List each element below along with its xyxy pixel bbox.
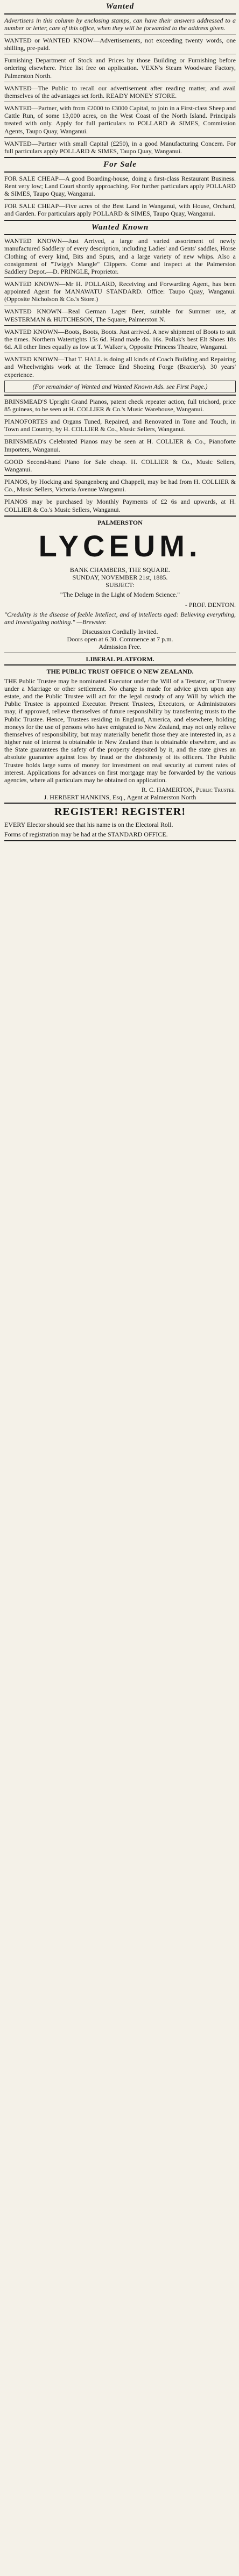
section-heading-wanted-known: Wanted Known bbox=[91, 223, 149, 232]
trust-title: THE PUBLIC TRUST OFFICE O NEW ZEALAND. bbox=[46, 667, 194, 675]
lyceum-discussion: Discussion Cordially Invited. bbox=[82, 628, 158, 636]
divider bbox=[4, 495, 236, 496]
ad-t-hall: WANTED KNOWN—That T. HALL is doing all kinds of Coach Building and Repairing and Wheelwrights work at the Terrace End Shoeing Forge (Braxier's). 30 years' experience. bbox=[4, 355, 236, 378]
divider bbox=[4, 137, 236, 138]
register-forms: Forms of registration may be had at the STANDARD OFFICE. bbox=[4, 831, 168, 839]
ad-wanted-know: WANTED or WANTED KNOW—Advertisements, not exceeding twenty words, one shilling, pre-paid. bbox=[4, 37, 236, 52]
lyceum-quote: "Credulity is the disease of feeble Intellect, and of intellects aged: Believing everything, and Investigating nothing." —Brewster. bbox=[4, 610, 236, 626]
ad-saddlery: WANTED KNOWN—Just Arrived, a large and varied assortment of newly manufactured Saddlery of every description, including Ladies' and Gents' saddles, Horse Clothing of every kind, Bits and Spurs, and a large variety of new whips. Also a consignment of "Twigg's Mangle" Clippers. Come and inspect at the Palmerston Saddlery Depot.—D. PRINGLE, Proprietor. bbox=[4, 237, 236, 275]
lyceum-doors: Doors open at 6.30. Commence at 7 p.m. bbox=[67, 635, 173, 643]
divider bbox=[4, 415, 236, 416]
ad-pianos-monthly: PIANOS may be purchased by Monthly Payments of £2 6s and upwards, at H. COLLIER & Co.'s Music Sellers, Wanganui. bbox=[4, 498, 236, 513]
ad-german-lager: WANTED KNOWN—Real German Lager Beer, suitable for Summer use, at WESTERMAN & HUTCHESON, The Square, Palmerston N. bbox=[4, 307, 236, 323]
section-heading-for-sale: For Sale bbox=[103, 160, 137, 169]
divider bbox=[4, 13, 236, 15]
notice-rates: Advertisers in this column by enclosing stamps, can have their answers addressed to a number or letter, care of this office, when they will be forwarded to the address given. bbox=[4, 16, 236, 32]
ad-furnishing: Furnishing Department of Stock and Prices by those Building or Furnishing before ordering elsewhere. Price list free on application. VEXN's Steam Woodware Factory, Palmerston North. bbox=[4, 56, 236, 80]
register-body: EVERY Elector should see that his name is on the Electoral Roll. bbox=[4, 820, 173, 828]
lyceum-subject: "The Deluge in the Light of Modern Science." bbox=[60, 591, 180, 599]
ad-pianofortes-tuned: PIANOFORTES and Organs Tuned, Repaired, and Renovated in Tone and Touch, in Town and Country, by H. COLLIER & Co., Music Sellers, Wanganui. bbox=[4, 418, 236, 433]
divider bbox=[4, 803, 236, 804]
ad-remainder-note: (For remainder of Wanted and Wanted Known Ads. see First Page.) bbox=[4, 381, 236, 392]
divider bbox=[4, 157, 236, 158]
divider bbox=[4, 516, 236, 517]
ad-brinsmead-upright: BRINSMEAD'S Upright Grand Pianos, patent check repeater action, full trichord, price 85 guineas, to be seen at H. COLLIER & Co.'s Music Warehouse, Wanganui. bbox=[4, 397, 236, 413]
lyceum-subject-label: SUBJECT: bbox=[106, 581, 135, 589]
lyceum-platform: LIBERAL PLATFORM. bbox=[86, 655, 154, 663]
trust-agent: J. HERBERT HANKINS, Esq., Agent at Palmerston North bbox=[44, 793, 196, 802]
ad-secondhand-piano: GOOD Second-hand Piano for Sale cheap. H. COLLIER & Co., Music Sellers, Wanganui. bbox=[4, 457, 236, 473]
register-title: REGISTER! REGISTER! bbox=[54, 806, 186, 818]
newspaper-page bbox=[0, 0, 239, 841]
divider bbox=[4, 455, 236, 456]
ad-public-recall: WANTED—The Public to recall our advertisement after reading matter, and avail themselves of the advantages set forth. READY MONEY STORE. bbox=[4, 84, 236, 99]
divider bbox=[4, 171, 236, 173]
ad-for-sale-land: FOR SALE CHEAP—Five acres of the Best Land in Wanganui, with House, Orchard, and Garden. For particulars apply POLLARD & SIMES, Taupo Quay, Wanganui. bbox=[4, 202, 236, 218]
ad-brinsmead-celebrated: BRINSMEAD's Celebrated Pianos may be seen at H. COLLIER & Co., Pianoforte Importers, Wanganui. bbox=[4, 438, 236, 453]
ad-partner: WANTED—Partner, with from £2000 to £3000 Capital, to join in a First-class Sheep and Cattle Run, of some 13,000 acres, on the West Coast of the North Island. Principals treated with only. Apply for full particulars to POLLARD & SIMES, Commission Agents, Taupo Quay, Wanganui. bbox=[4, 104, 236, 135]
lyceum-date: SUNDAY, NOVEMBER 21st, 1885. bbox=[72, 574, 168, 582]
divider bbox=[4, 277, 236, 278]
trust-body: THE Public Trustee may be nominated Executor under the Will of a Testator, or Trustee under a Marriage or other settlement. No charge is made for advice given upon any estate, and the Public Trustee will act for the legal custody of any Will by which the Public Trustee is appointed Executor. Present Trustees, Executors, or Administrators may, if approved, relieve themselves of future responsibility by transferring trusts to the Public Trustee. Hence, Trustees residing in England, America, and elsewhere, holding moneys for the use of persons who have emigrated to New Zealand, may not only relieve themselves of responsibility, but may materially benefit those they are interested in, as a higher rate of interest is obtainable in New Zealand than is obtainable elsewhere, and as the State guarantees the safety of the property deposited by it, and the state gives an absolute guarantee against loss by fraud or the dishonesty of its officers. The Public Trustee holds large sums of money for investment on real security at current rates of interest. Applications for advances on first mortgage may be forwarded by the various agencies, where all particulars may be obtained on application. bbox=[4, 677, 236, 784]
section-heading-wanted: Wanted bbox=[106, 2, 135, 11]
ad-pollard-agent: WANTED KNOWN—Mr H. POLLARD, Receiving and Forwarding Agent, has been appointed Agent for MANAWATU STANDARD. Office: Taupo Quay, Wanganui. (Opposite Nicholson & Co.'s Store.) bbox=[4, 280, 236, 303]
lyceum-admission: Admission Free. bbox=[99, 643, 142, 651]
lyceum-place: BANK CHAMBERS, THE SQUARE. bbox=[69, 566, 171, 574]
trust-signature: R. C. HAMERTON, Public Trustee. bbox=[141, 786, 236, 794]
divider bbox=[4, 234, 236, 235]
lyceum-town: PALMERSTON bbox=[97, 518, 143, 526]
divider bbox=[4, 664, 236, 666]
divider bbox=[4, 840, 236, 841]
divider bbox=[4, 395, 236, 396]
divider bbox=[4, 325, 236, 326]
divider bbox=[4, 475, 236, 476]
ad-partner-small: WANTED—Partner with small Capital (£250), in a good Manufacturing Concern. For full particulars apply POLLARD & SIMES, Taupo Quay, Wanganui. bbox=[4, 139, 236, 155]
ad-boots: WANTED KNOWN—Boots, Boots, Boots. Just arrived. A new shipment of Boots to suit the times. Northern Watertights 15s 6d. Hand made do. 16s. Pollak's best Elt Shoes 18s 6d. All other lines equally as low at T. Walker's, Opposite Princess Theatre, Wanganui. bbox=[4, 327, 236, 351]
lyceum-speaker: - PROF. DENTON. bbox=[185, 600, 236, 609]
divider bbox=[4, 199, 236, 200]
ad-for-sale-boardinghouse: FOR SALE CHEAP—A good Boarding-house, doing a first-class Restaurant Business. Rent very low; Land Court shortly approaching. For further particulars apply POLLARD & SIMES, Taupo Quay, Wanganui. bbox=[4, 174, 236, 198]
lyceum-title: LYCEUM. bbox=[38, 528, 202, 563]
ad-pianos-hocking: PIANOS, by Hocking and Spangenberg and Chappell, may be had from H. COLLIER & Co., Music Sellers, Victoria Avenue Wanganui. bbox=[4, 478, 236, 493]
divider bbox=[4, 220, 236, 221]
